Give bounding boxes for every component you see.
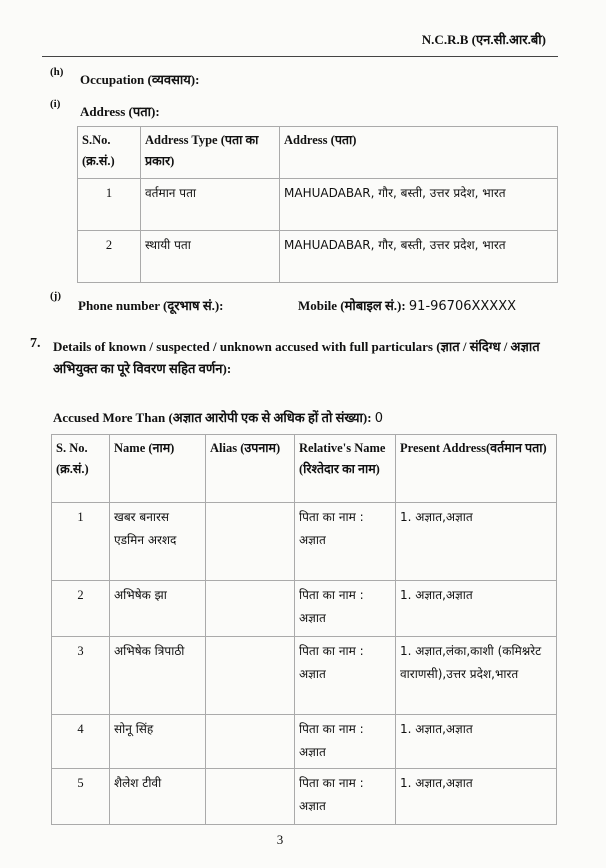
row-relative-name: पिता का नाम : अज्ञात xyxy=(295,503,396,581)
row-present-address: 1. अज्ञात,अज्ञात xyxy=(396,769,557,825)
header-sno: S. No. (क्र.सं.) xyxy=(52,435,110,503)
section-7-number: 7. xyxy=(30,336,41,351)
phone-label: Phone number (दूरभाष सं.): xyxy=(78,298,224,313)
table-row xyxy=(78,231,558,283)
page-number: 3 xyxy=(276,832,284,847)
row-present-address: 1. अज्ञात,अज्ञात xyxy=(396,503,557,581)
row-name: शैलेश टीवी xyxy=(110,769,206,825)
row-name: खबर बनारस एडमिन अरशद xyxy=(110,503,206,581)
accused-more-than xyxy=(53,408,383,426)
row-present-address: 1. अज्ञात,अज्ञात xyxy=(396,581,557,637)
row-alias xyxy=(206,581,295,637)
marker-i: (i) xyxy=(50,98,61,110)
address-table-header xyxy=(78,127,558,179)
row-relative-name: पिता का नाम : अज्ञात xyxy=(295,715,396,769)
table-row xyxy=(52,769,557,825)
row-name: अभिषेक झा xyxy=(110,581,206,637)
row-sno: 4 xyxy=(52,715,110,769)
address-label: Address (पता): xyxy=(80,104,160,119)
row-sno: 5 xyxy=(52,769,110,825)
row-alias xyxy=(206,715,295,769)
row-alias xyxy=(206,637,295,715)
header-sno: S.No. (क्र.सं.) xyxy=(78,127,141,179)
row-sno: 3 xyxy=(52,637,110,715)
mobile-line xyxy=(298,296,516,314)
table-row xyxy=(52,637,557,715)
header-relative-name: Relative's Name (रिश्तेदार का नाम) xyxy=(295,435,396,503)
table-row xyxy=(52,581,557,637)
header-rule xyxy=(42,56,558,57)
table-row xyxy=(52,715,557,769)
row-address-type: स्थायी पता xyxy=(141,231,280,283)
row-alias xyxy=(206,503,295,581)
address-table xyxy=(77,126,558,283)
row-sno: 1 xyxy=(52,503,110,581)
accused-more-than-label: Accused More Than (अज्ञात आरोपी एक से अधिक हों तो संख्या): xyxy=(53,410,372,425)
row-address-type: वर्तमान पता xyxy=(141,179,280,231)
row-name: अभिषेक त्रिपाठी xyxy=(110,637,206,715)
header-present-address: Present Address(वर्तमान पता) xyxy=(396,435,557,503)
table-row xyxy=(52,503,557,581)
row-relative-name: पिता का नाम : अज्ञात xyxy=(295,637,396,715)
mobile-label: Mobile (मोबाइल सं.): xyxy=(298,298,406,313)
row-present-address: 1. अज्ञात,लंका,काशी (कमिश्नरेट वाराणसी),उत्तर प्रदेश,भारत xyxy=(396,637,557,715)
accused-table-header xyxy=(52,435,557,503)
section-7-title: Details of known / suspected / unknown accused with full particulars (ज्ञात / संदिग्ध / अज्ञात अभियुक्त का पूरे विवरण सहित वर्णन): xyxy=(53,339,540,376)
row-sno: 2 xyxy=(78,231,141,283)
header-address-type: Address Type (पता का प्रकार) xyxy=(141,127,280,179)
marker-j: (j) xyxy=(50,290,61,302)
row-alias xyxy=(206,769,295,825)
accused-more-than-value: 0 xyxy=(374,411,384,426)
header-alias: Alias (उपनाम) xyxy=(206,435,295,503)
mobile-value: 91-96706XXXXX xyxy=(408,299,517,314)
row-relative-name: पिता का नाम : अज्ञात xyxy=(295,769,396,825)
header-name: Name (नाम) xyxy=(110,435,206,503)
row-name: सोनू सिंह xyxy=(110,715,206,769)
table-row xyxy=(78,179,558,231)
row-relative-name: पिता का नाम : अज्ञात xyxy=(295,581,396,637)
row-address: MAHUADABAR, गौर, बस्ती, उत्तर प्रदेश, भारत xyxy=(280,231,558,283)
row-sno: 2 xyxy=(52,581,110,637)
row-present-address: 1. अज्ञात,अज्ञात xyxy=(396,715,557,769)
accused-table xyxy=(51,434,557,825)
marker-h: (h) xyxy=(50,66,64,78)
ncrb-header: N.C.R.B (एन.सी.आर.बी) xyxy=(421,32,546,47)
row-address: MAHUADABAR, गौर, बस्ती, उत्तर प्रदेश, भारत xyxy=(280,179,558,231)
row-sno: 1 xyxy=(78,179,141,231)
header-address: Address (पता) xyxy=(280,127,558,179)
occupation-label: Occupation (व्यवसाय): xyxy=(80,72,200,87)
